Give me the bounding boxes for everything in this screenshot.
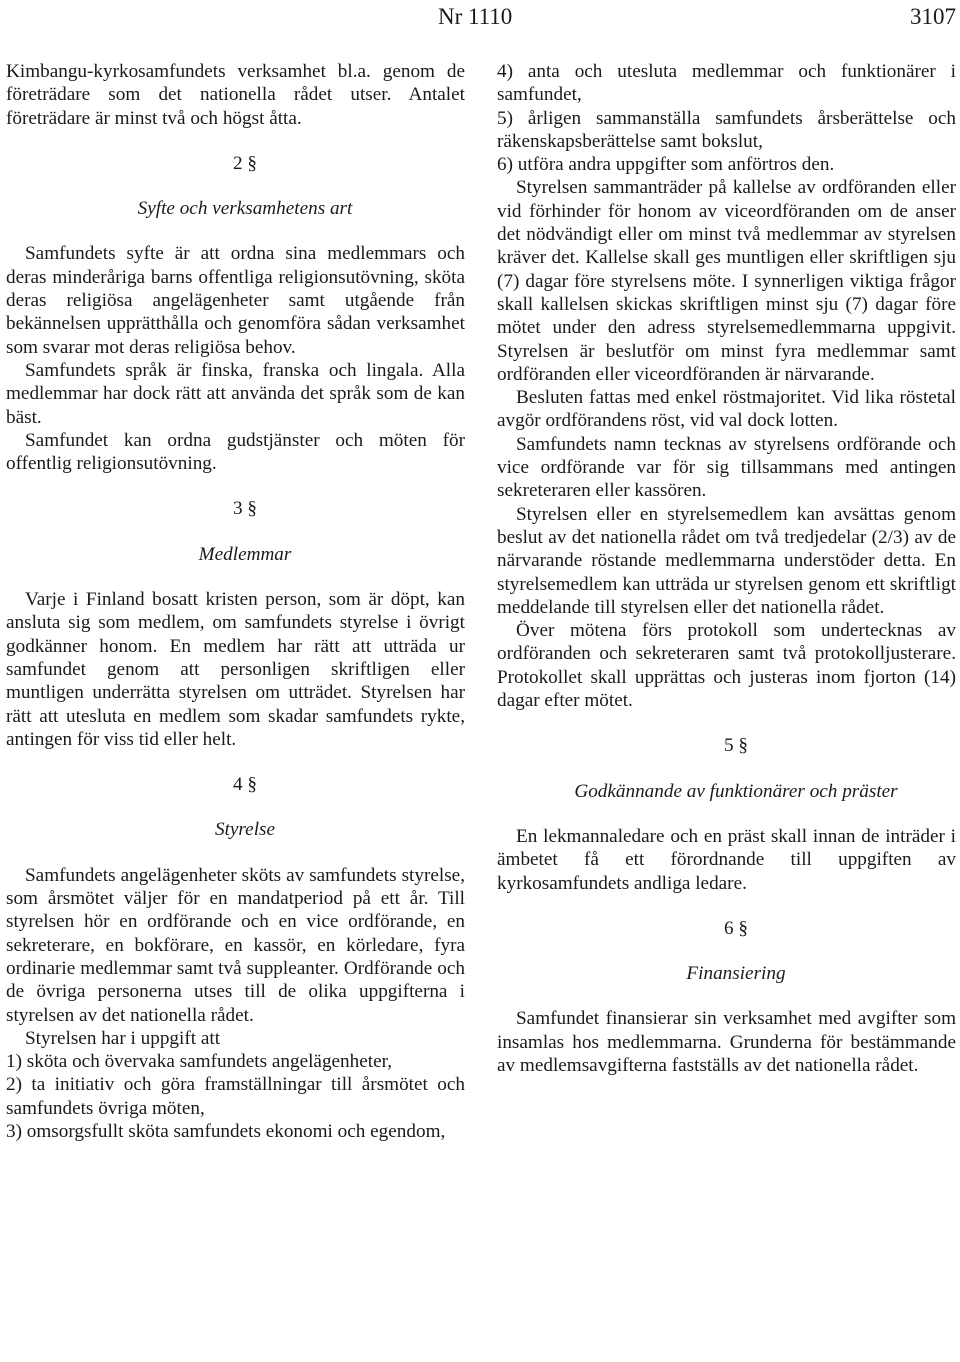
section-2-paragraph: Samfundets språk är finska, franska och lingala. Alla medlemmar har dock rätt att använda det språk som de kan bäst. [6,359,465,428]
page-number: 3107 [910,4,956,29]
section-2-paragraph: Samfundet kan ordna gudstjänster och möten för offentlig religionsutövning. [6,429,465,475]
section-4-list-item: 3) omsorgsfullt sköta samfundets ekonomi och egendom, [6,1120,446,1142]
section-6-paragraph: Samfundet finansierar sin verksamhet med avgifter som insamlas hos medlemmarna. Grunderna för bestämmande av medlemsavgifterna fastställs av det nationella rådet. [497,1008,956,1076]
section-3-title: Medlemmar [198,543,292,565]
section-4-title: Styrelse [214,819,276,841]
section-5-paragraph: En lekmannaledare och en präst skall innan de inträder i ämbetet få ett förordnande till uppgiften av kyrkosamfundets andliga ledare. [497,825,956,894]
section-4-list-item: 1) sköta och övervaka samfundets angelägenheter, [6,1051,393,1073]
section-2-number: 2 § [233,152,257,174]
section-4-paragraph: Styrelsen sammanträder på kallelse av ordföranden eller vid förhinder för honom av viceordföranden om de anser det nödvändigt eller om minst två medlemmar av styrelsen kräver det. Kallelse skall ges muntligen eller skriftligen sju (7) dagar före styrelsens möte. I synnerligen viktiga frågor skall kallelsen skickas skriftligen minst sju (7) dagar före mötet under den adress styrelsemedlemmarna uppgivit. Styrelsen är beslutför om minst fyra medlemmar samt ordföranden eller viceordföranden är närvarande. [497,177,956,385]
section-4-paragraph: Samfundets angelägenheter sköts av samfundets styrelse, som årsmötet väljer för en mandatperiod på ett år. Till styrelsen hör en ordförande och en vice ordförande, en sekreterare, en bokförare, en kassör, en körledare, fyra ordinarie medlemmar samt två suppleanter. Ordförande och de övriga personerna utses till de olika uppgifterna i styrelsen av det nationella rådet. [6,864,465,1026]
section-3-paragraph: Varje i Finland bosatt kristen person, som är döpt, kan ansluta sig som medlem, om samfundets styrelse i övrigt godkänner honom. En medlem har rätt att utträda ur samfundet genom att personligen skriftligen eller muntligen underrätta styrelsen om utträdet. Styrelsen har rätt att utesluta en medlem som skadar samfundets rykte, antingen för viss tid eller helt. [6,589,465,750]
section-5-number: 5 § [724,735,748,757]
right-column [497,60,956,1077]
section-4-list-item: 6) utföra andra uppgifter som anförtros den. [497,154,835,176]
section-4-list-item: 5) årligen sammanställa samfundets årsberättelse och räkenskapsberättelse samt bokslut, [497,107,956,152]
section-6-title: Finansiering [686,963,786,985]
section-4-paragraph: Över mötena förs protokoll som undertecknas av ordföranden och sekreteraren samt två protokolljusterare. Protokollet skall upprättas och justeras inom fjorton (14) dagar efter mötet. [497,620,956,712]
section-4-paragraph: Besluten fattas med enkel röstmajoritet. Vid lika röstetal avgör ordförandens röst, vid val dock lotten. [497,387,956,432]
section-4-list-item: 4) anta och utesluta medlemmar och funktionärer i samfundet, [497,61,956,106]
section-2-title: Syfte och verksamhetens art [137,198,353,220]
issue-number: Nr 1110 [438,4,513,29]
section-4-list-item: 2) ta initiativ och göra framställningar till årsmötet och samfundets övriga möten, [6,1074,465,1119]
section-3-number: 3 § [233,498,257,520]
left-column [6,60,465,1143]
section-4-paragraph: Samfundets namn tecknas av styrelsens ordförande och vice ordförande var för sig tillsammans med antingen sekreteraren eller kassören. [497,433,956,502]
section-2-paragraph: Samfundets syfte är att ordna sina medlemmars och deras minderåriga barns offentliga religionsutövning, sköta deras religiösa angelägenheter samt utgående från bekännelsen upprätthålla och genomföra sådan verksamhet som svarar mot deras religiösa behov. [6,243,465,358]
page-header [0,2,960,32]
section-4-number: 4 § [233,774,257,796]
section-6-number: 6 § [724,917,748,939]
section-5-title: Godkännande av funktionärer och präster [574,780,898,802]
section-4-paragraph: Styrelsen har i uppgift att [25,1027,221,1049]
section-4-paragraph: Styrelsen eller en styrelsemedlem kan avsättas genom beslut av det nationella rådet om två tredjedelar (2/3) av de närvarande röstande medlemmarna understöder detta. En styrelsemedlem kan utträda ur styrelsen genom ett skriftligt meddelande till styrelsen eller det nationella rådet. [497,503,956,618]
intro-paragraph: Kimbangu-kyrkosamfundets verksamhet bl.a. genom de företrädare som det nationella rådet utser. Antalet företrädare är minst två och högst åtta. [6,61,465,129]
